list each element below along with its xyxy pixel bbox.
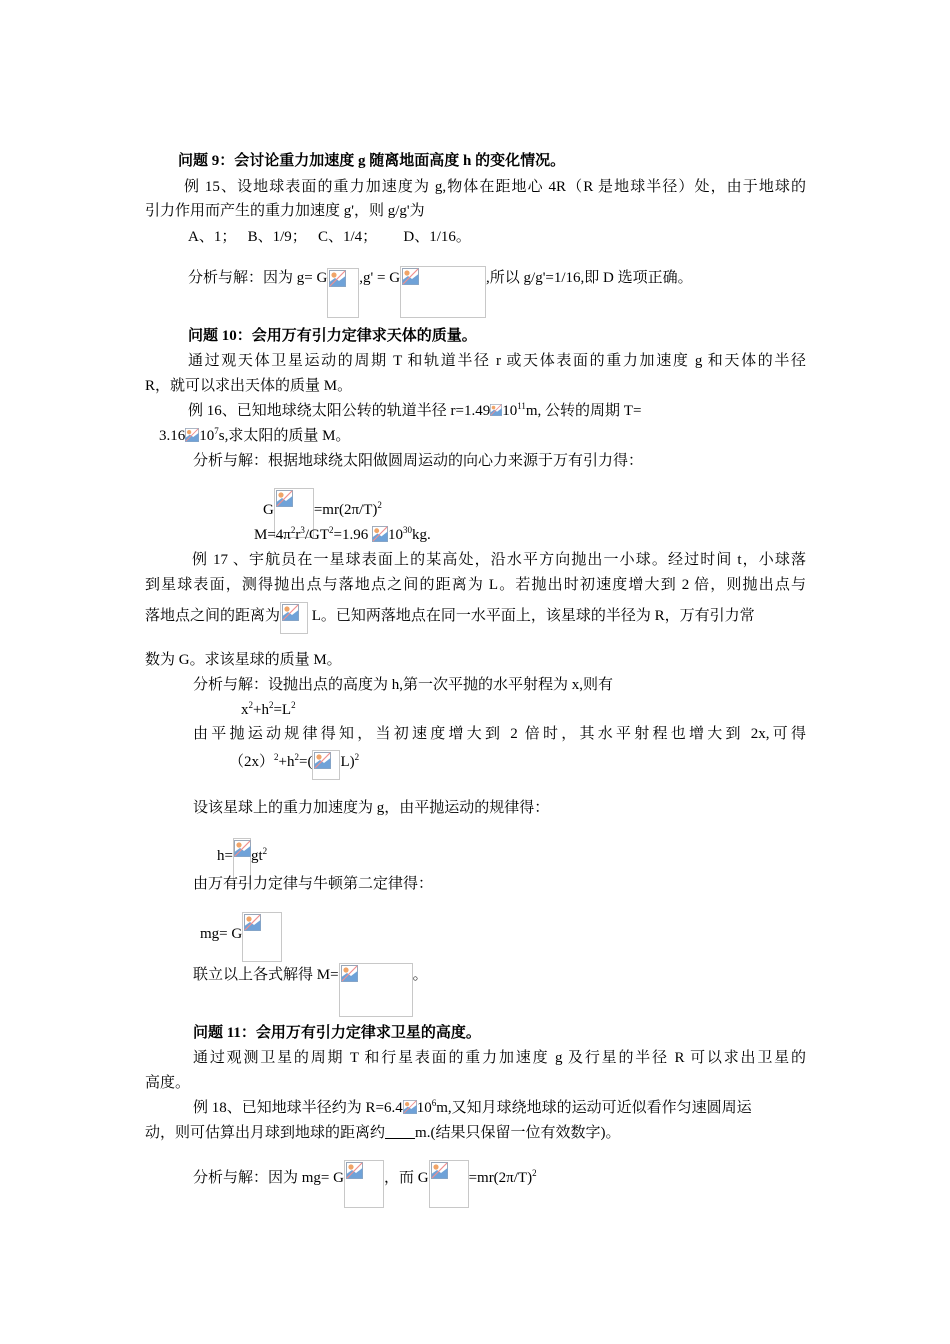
- formula-image: [429, 1160, 469, 1208]
- image-placeholder-icon: [490, 403, 502, 417]
- ex15-answer: 分析与解：因为 g= G ,g' = G ,所以 g/g'=1/16,即 D 选项正确。: [188, 266, 693, 318]
- image-placeholder-icon: [329, 270, 346, 287]
- ex15-line2: 引力作用而产生的重力加速度 g'，则 g/g'为: [145, 203, 425, 219]
- ex16-line2: 3.16 $10^7s$,求太阳的质量 M。: [159, 426, 351, 444]
- ex17-line3: 落地点之间的距离为 L。已知两落地点在同一水平面上，该星球的半径为 R，万有引力常: [145, 602, 755, 634]
- q11-intro-line2: 高度。: [145, 1075, 191, 1091]
- image-placeholder-icon: [431, 1162, 448, 1179]
- image-placeholder-icon: [402, 268, 419, 285]
- ex15-options: A、1； B、1/9； C、1/4； D、1/16。: [188, 229, 471, 245]
- formula-image: [344, 1160, 384, 1208]
- ex17-line4: 数为 G。求该星球的质量 M。: [145, 652, 342, 668]
- ex18-line1: 例 18、已知地球半径约为 R=6.4 $10^6m$,又知月球绕地球的运动可近似看作匀速圆周运: [193, 1098, 752, 1116]
- ex16-line1: 例 16、已知地球绕太阳公转的轨道半径 r=1.49 $10^{11}m$, 公转的周期 T=: [188, 401, 642, 419]
- image-placeholder-icon: [372, 526, 388, 542]
- q9-title: 问题 9：会讨论重力加速度 g 随离地面高度 h 的变化情况。: [178, 153, 566, 169]
- q10-intro-line1: 通过观天体卫星运动的周期 T 和轨道半径 r 或天体表面的重力加速度 g 和天体的半径: [188, 353, 806, 369]
- answer-blank: [385, 1125, 415, 1141]
- ex17-answer1: 分析与解：设抛出点的高度为 h,第一次平抛的水平射程为 x,则有: [193, 677, 614, 693]
- image-placeholder-icon: [341, 965, 358, 982]
- ex17-equation-mg: mg= G: [200, 912, 282, 962]
- formula-image: [280, 602, 308, 634]
- q10-intro-line2: R，就可以求出天体的质量 M。: [145, 378, 353, 394]
- ex17-equation-h: h= $gt^2$: [217, 838, 267, 884]
- ex17-answer5: 联立以上各式解得 M= 。: [193, 963, 428, 1017]
- ex17-answer2: 由平抛运动规律得知，当初速度增大到 2 倍时，其水平射程也增大到 2x,可得: [193, 726, 806, 742]
- image-placeholder-icon: [244, 914, 261, 931]
- image-placeholder-icon: [185, 428, 199, 442]
- ex17-answer4: 由万有引力定律与牛顿第二定律得：: [193, 876, 434, 892]
- image-placeholder-icon: [276, 490, 293, 507]
- image-placeholder-icon: [346, 1162, 363, 1179]
- ex17-equation-2x: $(2x)^2+h^2=$( L)$^2$: [229, 750, 359, 780]
- ex17-line1: 例 17 、宇航员在一星球表面上的某高处，沿水平方向抛出一小球。经过时间 t，小球落: [192, 552, 806, 568]
- ex16-answer-intro: 分析与解：根据地球绕太阳做圆周运动的向心力来源于万有引力得：: [193, 453, 644, 469]
- image-placeholder-icon: [403, 1099, 417, 1115]
- ex18-answer: 分析与解：因为 mg= G ，而 G $=mr(2\pi/T)^2$: [193, 1160, 537, 1208]
- q11-intro-line1: 通过观测卫星的周期 T 和行星表面的重力加速度 g 及行星的半径 R 可以求出卫星的: [193, 1050, 806, 1066]
- image-placeholder-icon: [282, 604, 299, 621]
- ex16-equation1: G $=mr(2\pi/T)^2$: [263, 488, 382, 538]
- formula-image: [312, 750, 340, 780]
- formula-image: [339, 963, 413, 1017]
- ex16-equation2: $M=4\pi^2r^3/GT^2=1.96$ $10^{30}kg$.: [254, 525, 431, 543]
- image-placeholder-icon: [234, 840, 251, 857]
- image-placeholder-icon: [314, 752, 331, 769]
- ex18-line2: 动，则可估算出月球到地球的距离约 m.(结果只保留一位有效数字)。: [145, 1125, 621, 1141]
- ex17-line2: 到星球表面，测得抛出点与落地点之间的距离为 L。若抛出时初速度增大到 2 倍，则抛出点与: [145, 577, 806, 593]
- ex15-line1: 例 15、设地球表面的重力加速度为 g,物体在距地心 4R（R 是地球半径）处，由于地球的: [184, 179, 806, 195]
- formula-image: [242, 912, 282, 962]
- ex17-answer3: 设该星球上的重力加速度为 g，由平抛运动的规律得：: [193, 800, 550, 816]
- formula-image: [400, 266, 486, 318]
- q11-title: 问题 11：会用万有引力定律求卫星的高度。: [193, 1025, 481, 1041]
- q10-title: 问题 10：会用万有引力定律求天体的质量。: [188, 328, 477, 344]
- formula-image: [327, 268, 359, 318]
- ex17-equation-x: $x^2+h^2=L^2$: [241, 700, 296, 718]
